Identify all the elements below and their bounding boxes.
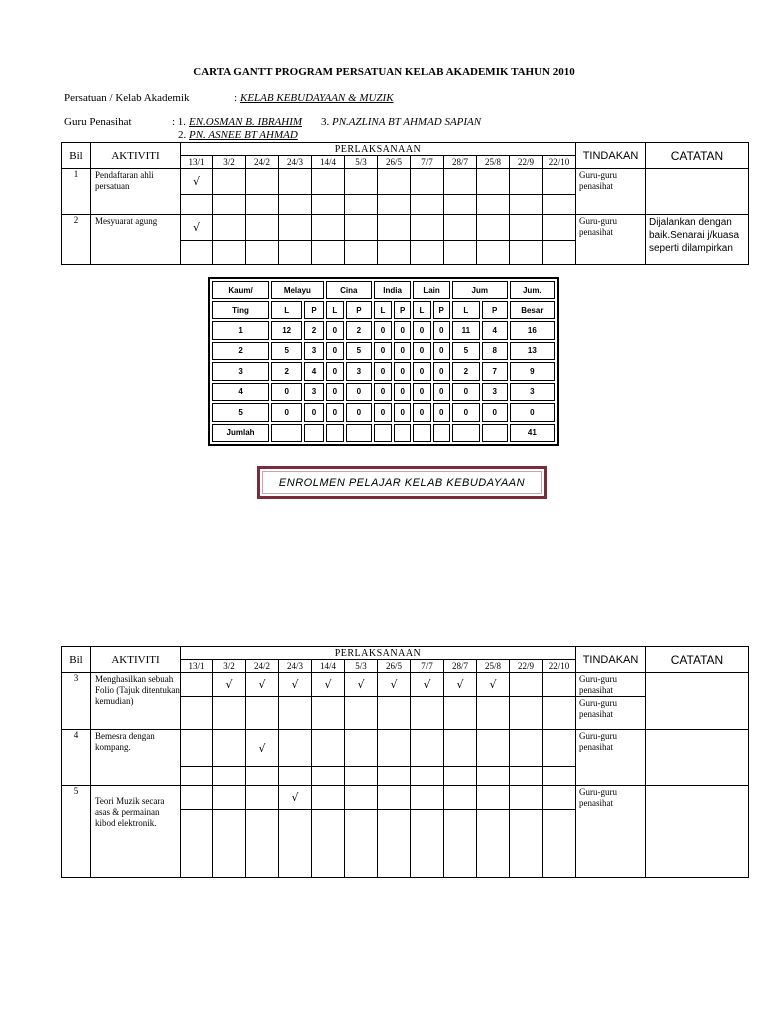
enrol-cell: 0 — [346, 403, 372, 421]
tick-mark: √ — [279, 673, 312, 697]
tick-mark: √ — [181, 215, 213, 241]
bil-cell: 5 — [62, 786, 91, 878]
tick-mark: √ — [312, 673, 345, 697]
date-header: 3/2 — [213, 660, 246, 673]
enrol-cell: 0 — [374, 342, 392, 360]
enrol-cell: 4 — [304, 362, 323, 380]
date-header: 7/7 — [411, 660, 444, 673]
enrol-cell: 5 — [452, 342, 480, 360]
bil-cell: 2 — [62, 215, 91, 265]
enrol-cell: 2 — [346, 321, 372, 339]
enrol-cell: 0 — [433, 321, 450, 339]
date-header: 14/4 — [312, 156, 345, 169]
date-header: 7/7 — [411, 156, 444, 169]
tick-mark: √ — [411, 673, 444, 697]
enrol-cell: 0 — [433, 383, 450, 401]
teacher-1: EN.OSMAN B. IBRAHIM — [189, 116, 303, 128]
tindakan-cell: Guru-guru penasihat — [576, 786, 646, 878]
date-header: 25/8 — [477, 156, 510, 169]
gantt-table-1 — [61, 142, 749, 265]
enrol-cell — [413, 424, 430, 443]
date-header: 22/9 — [510, 156, 543, 169]
perlaksanaan-header: PERLAKSANAAN — [181, 647, 576, 660]
enrol-cell: 0 — [433, 342, 450, 360]
date-header: 26/5 — [378, 156, 411, 169]
date-header: 5/3 — [345, 660, 378, 673]
enrol-cell — [326, 424, 344, 443]
aktiviti-cell: Teori Muzik secara asas & permainan kibod elektronik. — [91, 786, 181, 878]
enrol-cell: 0 — [374, 362, 392, 380]
tick-mark: √ — [246, 673, 279, 697]
tick-mark: √ — [279, 786, 312, 810]
catatan-cell — [646, 169, 749, 215]
catatan-cell: Dijalankan dengan baik.Senarai j/kuasa seperti dilampirkan — [646, 215, 749, 265]
enrolment-caption: ENROLMEN PELAJAR KELAB KEBUDAYAAN — [278, 476, 526, 489]
teacher-2: PN. ASNEE BT AHMAD — [189, 129, 298, 141]
enrolment-table — [208, 277, 559, 446]
gantt-table-2 — [61, 646, 749, 878]
teacher-3: PN.AZLINA BT AHMAD SAPIAN — [332, 116, 482, 128]
aktiviti-header: AKTIVITI — [91, 143, 181, 169]
enrol-cell: 8 — [482, 342, 508, 360]
enrol-cell: 0 — [326, 342, 344, 360]
tick-mark: √ — [444, 673, 477, 697]
enrol-subheader: P — [304, 301, 323, 319]
enrol-cell — [452, 424, 480, 443]
enrol-cell: 0 — [374, 383, 392, 401]
aktiviti-header: AKTIVITI — [91, 647, 181, 673]
tindakan-header: TINDAKAN — [576, 143, 646, 169]
bil-cell: 1 — [62, 169, 91, 215]
enrol-cell: 0 — [271, 403, 302, 421]
enrol-header: India — [374, 281, 412, 299]
tindakan-cell: Guru-guru penasihat — [576, 697, 646, 730]
tindakan-cell: Guru-guru penasihat — [576, 673, 646, 697]
date-header: 24/2 — [246, 156, 279, 169]
enrol-cell — [374, 424, 392, 443]
enrol-cell — [304, 424, 323, 443]
tick-mark: √ — [477, 673, 510, 697]
guru-prefix-1: : 1. — [172, 116, 187, 128]
enrol-subheader: L — [271, 301, 302, 319]
enrol-cell — [433, 424, 450, 443]
enrol-cell: 2 — [271, 362, 302, 380]
aktiviti-cell: Mesyuarat agung — [91, 215, 181, 265]
date-header: 24/3 — [279, 660, 312, 673]
enrol-cell: 0 — [413, 383, 430, 401]
enrol-cell: 11 — [452, 321, 480, 339]
enrol-cell: 0 — [346, 383, 372, 401]
date-header: 24/3 — [279, 156, 312, 169]
enrol-cell: 3 — [482, 383, 508, 401]
tindakan-cell: Guru-guru penasihat — [576, 730, 646, 786]
guru-label: Guru Penasihat — [64, 116, 132, 128]
date-header: 24/2 — [246, 660, 279, 673]
enrol-subheader: Ting — [212, 301, 269, 319]
tick-mark: √ — [345, 673, 378, 697]
enrol-subheader: Besar — [510, 301, 555, 319]
tick-mark: √ — [213, 673, 246, 697]
enrol-cell: 5 — [346, 342, 372, 360]
date-header: 26/5 — [378, 660, 411, 673]
tick-mark: √ — [246, 730, 279, 767]
enrol-cell: 0 — [394, 403, 411, 421]
enrol-row-label: 4 — [212, 383, 269, 401]
persatuan-value: KELAB KEBUDAYAAN & MUZIK — [240, 92, 394, 104]
enrol-row-label: 5 — [212, 403, 269, 421]
enrol-cell: 2 — [304, 321, 323, 339]
enrol-header: Melayu — [271, 281, 324, 299]
enrol-header: Cina — [326, 281, 372, 299]
enrol-subheader: P — [346, 301, 372, 319]
catatan-header: CATATAN — [646, 143, 749, 169]
date-header: 25/8 — [477, 660, 510, 673]
enrol-row — [212, 342, 555, 360]
enrol-cell: 0 — [413, 403, 430, 421]
enrol-cell: 3 — [304, 383, 323, 401]
date-header: 13/1 — [181, 156, 213, 169]
enrol-cell: 0 — [394, 383, 411, 401]
enrol-cell — [482, 424, 508, 443]
enrol-cell: 0 — [374, 321, 392, 339]
enrol-cell: 0 — [394, 342, 411, 360]
enrol-cell: 7 — [482, 362, 508, 380]
enrol-header: Jum — [452, 281, 508, 299]
enrol-cell: 5 — [271, 342, 302, 360]
enrol-cell: 0 — [394, 362, 411, 380]
perlaksanaan-header: PERLAKSANAAN — [181, 143, 576, 156]
enrol-cell: 4 — [482, 321, 508, 339]
date-header: 22/10 — [543, 156, 576, 169]
enrol-cell: 0 — [510, 403, 555, 421]
enrol-row — [212, 383, 555, 401]
tindakan-header: TINDAKAN — [576, 647, 646, 673]
enrol-cell: 41 — [510, 424, 555, 443]
page-title: CARTA GANTT PROGRAM PERSATUAN KELAB AKADEMIK TAHUN 2010 — [193, 66, 575, 78]
enrol-subheader: P — [482, 301, 508, 319]
enrol-subheader: L — [326, 301, 344, 319]
enrol-cell: 0 — [374, 403, 392, 421]
enrol-cell: 0 — [413, 321, 430, 339]
bil-header: Bil — [62, 143, 91, 169]
bil-cell: 4 — [62, 730, 91, 786]
tindakan-cell: Guru-guru penasihat — [576, 169, 646, 215]
date-header: 3/2 — [213, 156, 246, 169]
enrol-cell: 2 — [452, 362, 480, 380]
persatuan-colon: : — [234, 92, 238, 104]
date-header: 22/9 — [510, 660, 543, 673]
enrol-cell: 0 — [452, 403, 480, 421]
bil-header: Bil — [62, 647, 91, 673]
enrol-row — [212, 424, 555, 443]
enrol-cell: 0 — [271, 383, 302, 401]
enrol-cell: 0 — [326, 403, 344, 421]
tick-mark: √ — [181, 169, 213, 195]
date-header: 5/3 — [345, 156, 378, 169]
aktiviti-cell: Bemesra dengan kompang. — [91, 730, 181, 786]
enrol-row-label: 3 — [212, 362, 269, 380]
enrol-cell: 3 — [346, 362, 372, 380]
enrol-header: Jum. — [510, 281, 555, 299]
enrol-header: Kaum/ — [212, 281, 269, 299]
enrol-cell: 0 — [413, 362, 430, 380]
enrol-subheader: L — [374, 301, 392, 319]
catatan-header: CATATAN — [646, 647, 749, 673]
enrol-row — [212, 321, 555, 339]
enrol-cell: 0 — [433, 362, 450, 380]
enrol-row — [212, 362, 555, 380]
tindakan-cell: Guru-guru penasihat — [576, 215, 646, 265]
enrol-cell — [271, 424, 302, 443]
aktiviti-cell: Pendaftaran ahli persatuan — [91, 169, 181, 215]
bil-cell: 3 — [62, 673, 91, 730]
enrol-cell: 0 — [413, 342, 430, 360]
enrol-cell: 16 — [510, 321, 555, 339]
enrol-subheader: L — [413, 301, 430, 319]
enrol-cell: 0 — [433, 403, 450, 421]
enrol-cell: 3 — [510, 383, 555, 401]
enrol-cell: 12 — [271, 321, 302, 339]
guru-prefix-2: 2. — [178, 129, 187, 141]
enrol-row-label: 1 — [212, 321, 269, 339]
date-header: 13/1 — [181, 660, 213, 673]
tick-mark: √ — [378, 673, 411, 697]
enrol-cell — [346, 424, 372, 443]
enrol-subheader: P — [394, 301, 411, 319]
enrol-cell: 0 — [326, 321, 344, 339]
enrol-header: Lain — [413, 281, 449, 299]
enrol-cell: 9 — [510, 362, 555, 380]
enrol-cell: 0 — [394, 321, 411, 339]
aktiviti-cell: Menghasilkan sebuah Folio (Tajuk ditentukan kemudian) — [91, 673, 181, 730]
persatuan-label: Persatuan / Kelab Akademik — [64, 92, 190, 104]
enrol-subheader: P — [433, 301, 450, 319]
enrol-cell: 3 — [304, 342, 323, 360]
enrolment-caption-box — [257, 466, 547, 499]
enrol-cell — [394, 424, 411, 443]
date-header: 14/4 — [312, 660, 345, 673]
enrol-cell: 0 — [326, 383, 344, 401]
date-header: 22/10 — [543, 660, 576, 673]
date-header: 28/7 — [444, 660, 477, 673]
date-header: 28/7 — [444, 156, 477, 169]
enrol-row-label: Jumlah — [212, 424, 269, 443]
guru-num-3: 3. — [321, 116, 330, 128]
enrol-cell: 0 — [304, 403, 323, 421]
enrol-row-label: 2 — [212, 342, 269, 360]
enrol-cell: 13 — [510, 342, 555, 360]
enrol-subheader: L — [452, 301, 480, 319]
enrol-row — [212, 403, 555, 421]
enrol-cell: 0 — [326, 362, 344, 380]
enrol-cell: 0 — [452, 383, 480, 401]
enrol-cell: 0 — [482, 403, 508, 421]
